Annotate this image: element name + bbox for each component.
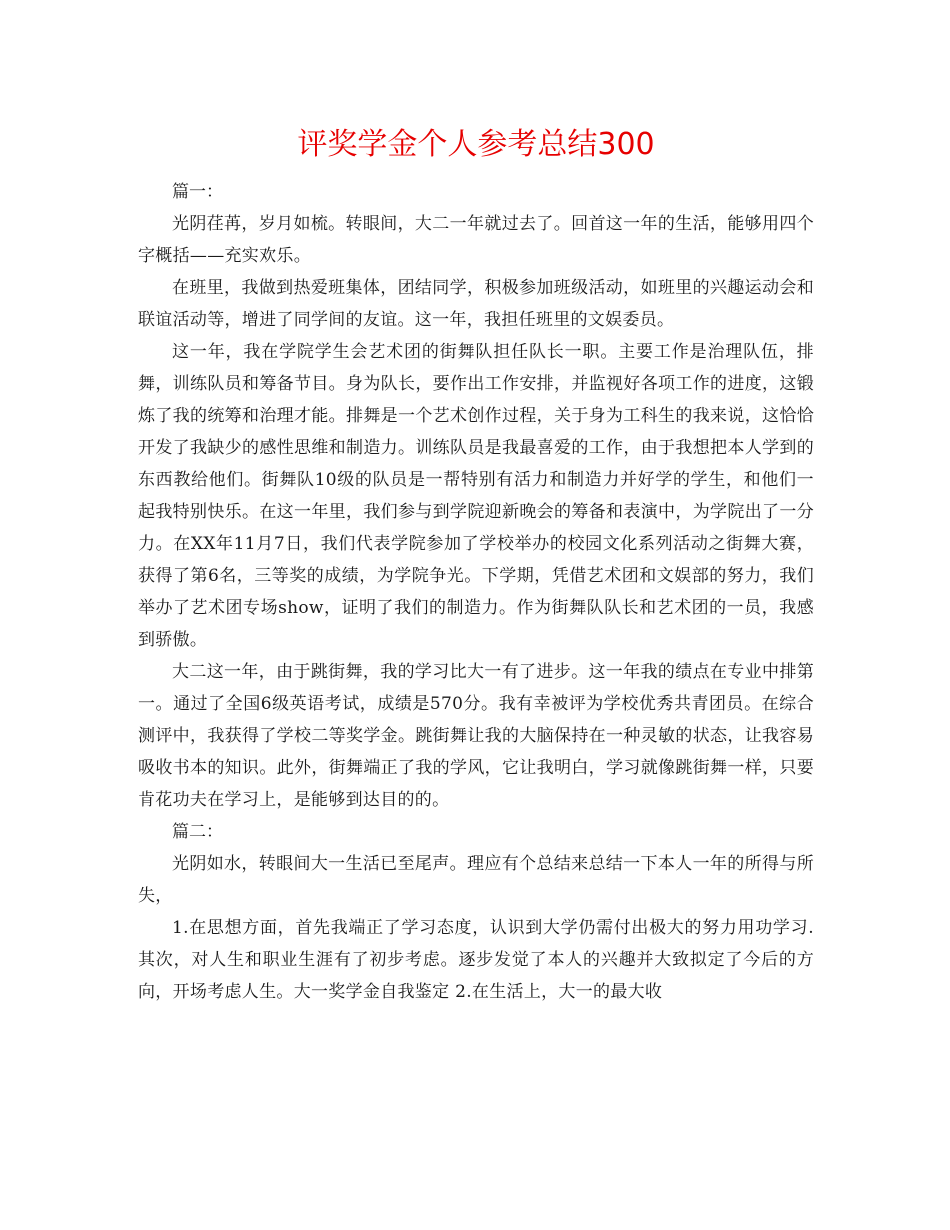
paragraph: 大二这一年，由于跳街舞，我的学习比大一有了进步。这一年我的绩点在专业中排第一。通过了全国6级英语考试，成绩是570分。我有幸被评为学校优秀共青团员。在综合测评中，我获得了学校二等奖学金。跳街舞让我的大脑保持在一种灵敏的状态，让我容易吸收书本的知识。此外，街舞端正了我的学风，它让我明白，学习就像跳街舞一样，只要肯花功夫在学习上，是能够到达目的的。 [138, 662, 814, 810]
paragraph: 光阴荏苒，岁月如梳。转眼间，大二一年就过去了。回首这一年的生活，能够用四个字概括——充实欢乐。 [138, 214, 814, 266]
paragraph: 这一年，我在学院学生会艺术团的街舞队担任队长一职。主要工作是治理队伍，排舞，训练队员和筹备节目。身为队长，要作出工作安排，并监视好各项工作的进度，这锻炼了我的统筹和治理才能。排舞是一个艺术创作过程，关于身为工科生的我来说，这恰恰开发了我缺少的感性思维和制造力。训练队员是我最喜爱的工作，由于我想把本人学到的东西教给他们。街舞队10级的队员是一帮特别有活力和制造力并好学的学生，和他们一起我特别快乐。在这一年里，我们参与到学院迎新晚会的筹备和表演中，为学院出了一分力。在XX年11月7日，我们代表学院参加了学校举办的校园文化系列活动之街舞大赛，获得了第6名，三等奖的成绩，为学院争光。下学期，凭借艺术团和文娱部的努力，我们举办了艺术团专场show，证明了我们的制造力。作为街舞队队长和艺术团的一员，我感到骄傲。 [138, 342, 814, 650]
paragraph: 光阴如水，转眼间大一生活已至尾声。理应有个总结来总结一下本人一年的所得与所失， [138, 854, 814, 906]
document-page [138, 120, 814, 1008]
section-heading-2: 篇二： [172, 822, 223, 842]
paragraph: 1.在思想方面，首先我端正了学习态度，认识到大学仍需付出极大的努力用功学习.其次，对人生和职业生涯有了初步考虑。逐步发觉了本人的兴趣并大致拟定了今后的方向，开场考虑人生。大一奖学金自我鉴定 2.在生活上，大一的最大收 [138, 918, 814, 1002]
document-title: 评奖学金个人参考总结300 [297, 127, 655, 162]
paragraph: 在班里，我做到热爱班集体，团结同学，积极参加班级活动，如班里的兴趣运动会和联谊活动等，增进了同学间的友谊。这一年，我担任班里的文娱委员。 [138, 278, 814, 330]
section-heading-1: 篇一： [172, 182, 223, 202]
